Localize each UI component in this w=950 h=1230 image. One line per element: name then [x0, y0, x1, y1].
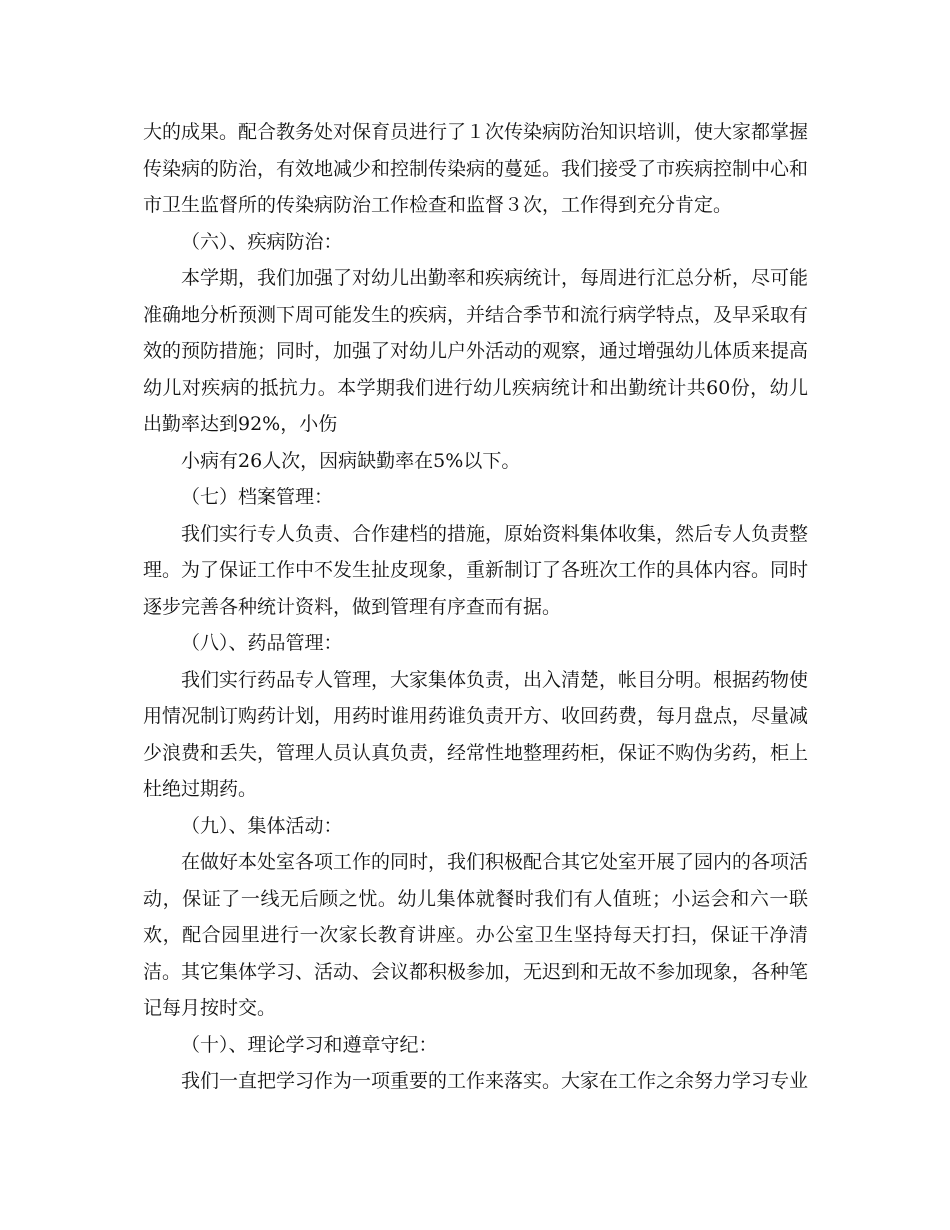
section-heading-6: （六）、疾病防治：	[181, 230, 343, 253]
section-heading-9: （九）、集体活动：	[181, 814, 343, 837]
paragraph-disease-stats: 小病有26人次，因病缺勤率在5%以下。	[181, 449, 521, 472]
paragraph-archive-management: 我们实行专人负责、合作建档的措施，原始资料集体收集，然后专人负责整理。为了保证工作中不发生扯皮现象，重新制订了各班次工作的具体内容。同时逐步完善各种统计资料，做到管理有序查而有据。	[143, 522, 809, 618]
paragraph-group-activities: 在做好本处室各项工作的同时，我们积极配合其它处室开展了园内的各项活动，保证了一线无后顾之忧。幼儿集体就餐时我们有人值班；小运会和六一联欢，配合园里进行一次家长教育讲座。办公室卫生坚持每天打扫，保证干净清洁。其它集体学习、活动、会议都积极参加，无迟到和无故不参加现象，各种笔记每月按时交。	[143, 851, 809, 1019]
section-heading-7: （七）档案管理：	[181, 486, 334, 508]
paragraph-theory-study: 我们一直把学习作为一项重要的工作来落实。大家在工作之余努力学习专业	[181, 1070, 809, 1092]
document-body	[143, 114, 808, 1100]
paragraph-disease-prevention: 本学期，我们加强了对幼儿出勤率和疾病统计，每周进行汇总分析，尽可能准确地分析预测下周可能发生的疾病，并结合季节和流行病学特点，及早采取有效的预防措施；同时，加强了对幼儿户外活动的观察，通过增强幼儿体质来提高幼儿对疾病的抵抗力。本学期我们进行幼儿疾病统计和出勤统计共60份，幼儿出勤率达到92%，小伤	[143, 267, 809, 435]
section-heading-8: （八）、药品管理：	[181, 632, 343, 654]
paragraph-medicine-management: 我们实行药品专人管理，大家集体负责，出入清楚，帐目分明。根据药物使用情况制订购药计划，用药时谁用药谁负责开方、收回药费，每月盘点，尽量减少浪费和丢失，管理人员认真负责，经常性地整理药柜，保证不购伪劣药，柜上杜绝过期药。	[143, 668, 809, 800]
paragraph-continuation: 大的成果。配合教务处对保育员进行了１次传染病防治知识培训，使大家都掌握传染病的防治，有效地减少和控制传染病的蔓延。我们接受了市疾病控制中心和市卫生监督所的传染病防治工作检查和监督３次，工作得到充分肯定。	[143, 121, 809, 216]
section-heading-10: （十）、理论学习和遵章守纪：	[181, 1033, 438, 1056]
